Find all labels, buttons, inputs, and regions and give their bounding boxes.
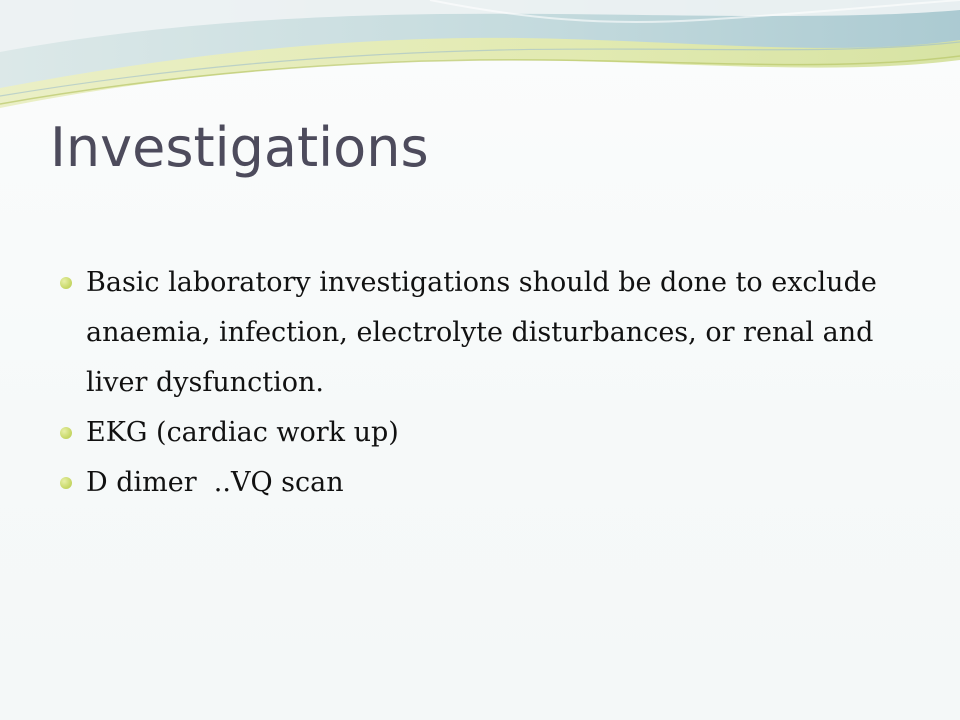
bullet-list	[60, 258, 920, 508]
bullet-dot-icon	[60, 477, 72, 489]
bullet-item	[60, 458, 920, 508]
bullet-text: D dimer ..VQ scan	[86, 467, 344, 498]
slide-title: Investigations	[50, 116, 429, 179]
bullet-text: Basic laboratory investigations should be done to exclude anaemia, infection, electrolyte disturbances, or renal and liver dysfunction.	[86, 267, 877, 398]
header-wave-decoration	[0, 0, 960, 130]
bullet-dot-icon	[60, 427, 72, 439]
bullet-dot-icon	[60, 277, 72, 289]
bullet-text: EKG (cardiac work up)	[86, 417, 399, 448]
bullet-item	[60, 408, 920, 458]
bullet-item	[60, 258, 920, 408]
